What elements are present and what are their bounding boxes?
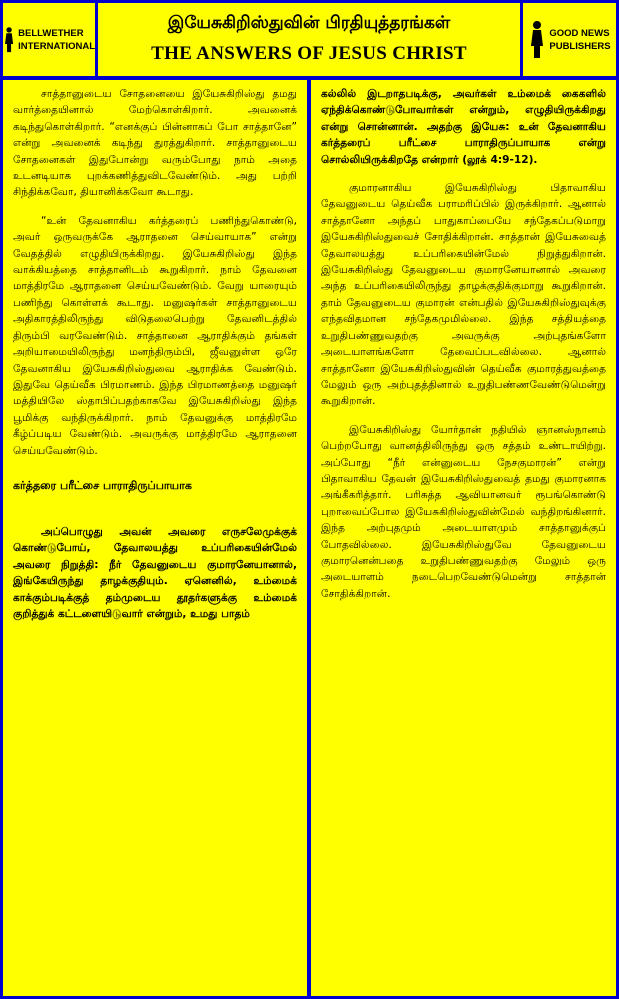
logo-left-line2: INTERNATIONAL: [18, 40, 95, 52]
paragraph: குமாரனாகிய இயேசுகிறிஸ்து பிதாவாகிய தேவனுடைய தெய்வீக பராமரிப்பில் இருக்கிறார். ஆனால் சாத்தானோ அந்தப் பாதுகாப்பையே சந்தேகப்படுமாறு இயேசுகிறிஸ்துவைச் சோதிக்கிறான். சாத்தான் இயேசுவைத் தேவாலயத்து உப்பரிகையின்மேல் நிறுத்துகிறான். இயேசுகிறிஸ்து தேவனுடைய குமாரனேயானால் அவரை அந்த உப்பரிகையிலிருந்து தாழக்குதிக்குமாறு கூறுகிறான். தாம் தேவனுடைய குமாரன் என்பதில் இயேசுகிறிஸ்துவுக்கு எந்தவிதமான சந்தேகமுமில்லை. இந்த சத்தியத்தை உறுதிபண்ணுவதற்கு அவருக்கு அற்புதங்களோ அடையாளங்களோ தேவைப்படவில்லை. ஆனால் சாத்தானோ இயேசுகிறிஸ்துவின் தெய்வீக குமாரத்துவத்தை மேலும் ஒரு அற்புதத்தினால் உறுதிபண்ணவேண்டுமென்று கூறுகிறான்.: [321, 182, 606, 408]
bellwether-logo: [3, 3, 95, 76]
logo-right-line2: PUBLISHERS: [549, 40, 611, 52]
right-column: [311, 80, 616, 996]
figure-icon: [3, 20, 15, 60]
title-tamil: இயேசுகிறிஸ்துவின் பிரதியுத்தரங்கள்: [167, 13, 451, 33]
paragraph: “உன் தேவனாகிய கர்த்தரைப் பணிந்துகொண்டு, அவர் ஒருவருக்கே ஆராதனை செய்வாயாக” என்று வேதத்தில் எழுதியிருக்கிறது. இயேசுகிறிஸ்து இந்த வாக்கியத்தை சாத்தானிடம் கூறுகிறார். நாம் தேவனை மாத்திரமே ஆராதனை செய்யவேண்டும். வேறு யாரையும் பணிந்து கொள்ளக் கூடாது. மனுஷர்கள் சாத்தானுடைய அதிகாரத்திலிருந்து விடுதலைபெற்று தேவனிடத்தில் திரும்பி வரவேண்டும். சாத்தானை ஆராதிக்கும் தங்கள் அறியாமையிலிருந்து மனந்திரும்பி, ஜீவனுள்ள ஒரே தேவனாகிய இயேசுகிறிஸ்துவை ஆராதிக்க வேண்டும். இதுவே தெய்வீக பிரமாணம். இந்த பிரமாணத்தை மனுஷர் மத்தியிலே ஸ்தாபிப்பதற்காகவே இயேசுகிறிஸ்து இந்த பூமிக்கு வந்திருக்கிறார். நாம் தேவனுக்கு மாத்திரமே கீழ்ப்படிய வேண்டும். அவருக்கு மாத்திரமே ஆராதனை செய்யவேண்டும்.: [13, 214, 297, 457]
scripture-paragraph: கல்லில் இடறாதபடிக்கு, அவர்கள் உம்மைக் கைகளில் ஏந்திக்கொண்டுபோவார்கள் என்றும், எழுதியிருக்கிறது என்று சொன்னான். அதற்கு இயேசு: உன் தேவனாகிய கர்த்தரைப் பரீட்சை பாராதிருப்பாயாக என்று சொல்லியிருக்கிறதே என்றார் (லூக் 4:9-12).: [321, 88, 606, 166]
logo-right-line1: GOOD NEWS: [549, 27, 610, 39]
scripture-paragraph: அப்பொழுது அவன் அவரை எருசலேமுக்குக் கொண்டுபோய், தேவாலயத்து உப்பரிகையின்மேல் அவரை நிறுத்தி: நீர் தேவனுடைய குமாரனேயானால், இங்கேயிருந்து தாழக்குதியும். ஏனெனில், உம்மைக் காக்கும்படிக்குத் தம்முடைய தூதர்களுக்கு உம்மைக் குறித்துக் கட்டளையிடுவார் என்றும், உமது பாதம்: [13, 525, 297, 620]
good-news-logo: [523, 3, 616, 76]
header-title: [98, 3, 520, 76]
paragraph: இயேசுகிறிஸ்து யோர்தான் நதியில் ஞானஸ்நானம் பெற்றபோது வானத்திலிருந்து ஒரு சத்தம் உண்டாயிற்று. அப்போது “நீர் என்னுடைய நேசகுமாரன்” என்று பிதாவாகிய தேவன் இயேசுகிறிஸ்துவைத் தமது குமாரனாக அங்கீகரித்தார். பரிசுத்த ஆவியானவர் ரூபங்கொண்டு புறாவைப்போல இயேசுகிறிஸ்துவின்மேல் வந்திறங்கினார். இந்த அற்புதமும் அடையாளமும் சாத்தானுக்குப் போதவில்லை. இயேசுகிறிஸ்துவே தேவனுடைய குமாரனென்பதை உறுதிபண்ணுவதற்கு மேலும் ஒரு அடையாளம் நடைபெறவேண்டுமென்று சாத்தான் சோதிக்கிறான்.: [321, 423, 606, 600]
logo-left-line1: BELLWETHER: [18, 27, 84, 39]
title-english: THE ANSWERS OF JESUS CHRIST: [151, 43, 467, 64]
section-heading: கர்த்தரை பரீட்சை பாராதிருப்பாயாக: [13, 478, 192, 492]
paragraph: சாத்தானுடைய சோதனையை இயேசுகிறிஸ்து தமது வார்த்தையினால் மேற்கொள்கிறார். அவனைக் கடிந்துகொள்கிறார். “எனக்குப் பின்னாகப் போ சாத்தானே” என்று அவனைக் கடிந்து துரத்துகிறார். சாத்தானுடைய சோதனைகள் இதுபோன்று வரும்போது நாம் அதை உடனடியாக புறக்கணித்துவிடவேண்டும். அது பற்றி சிந்திக்கவோ, தியானிக்கவோ கூடாது.: [13, 88, 297, 199]
left-column: [3, 80, 307, 996]
figure-icon: [528, 20, 546, 60]
